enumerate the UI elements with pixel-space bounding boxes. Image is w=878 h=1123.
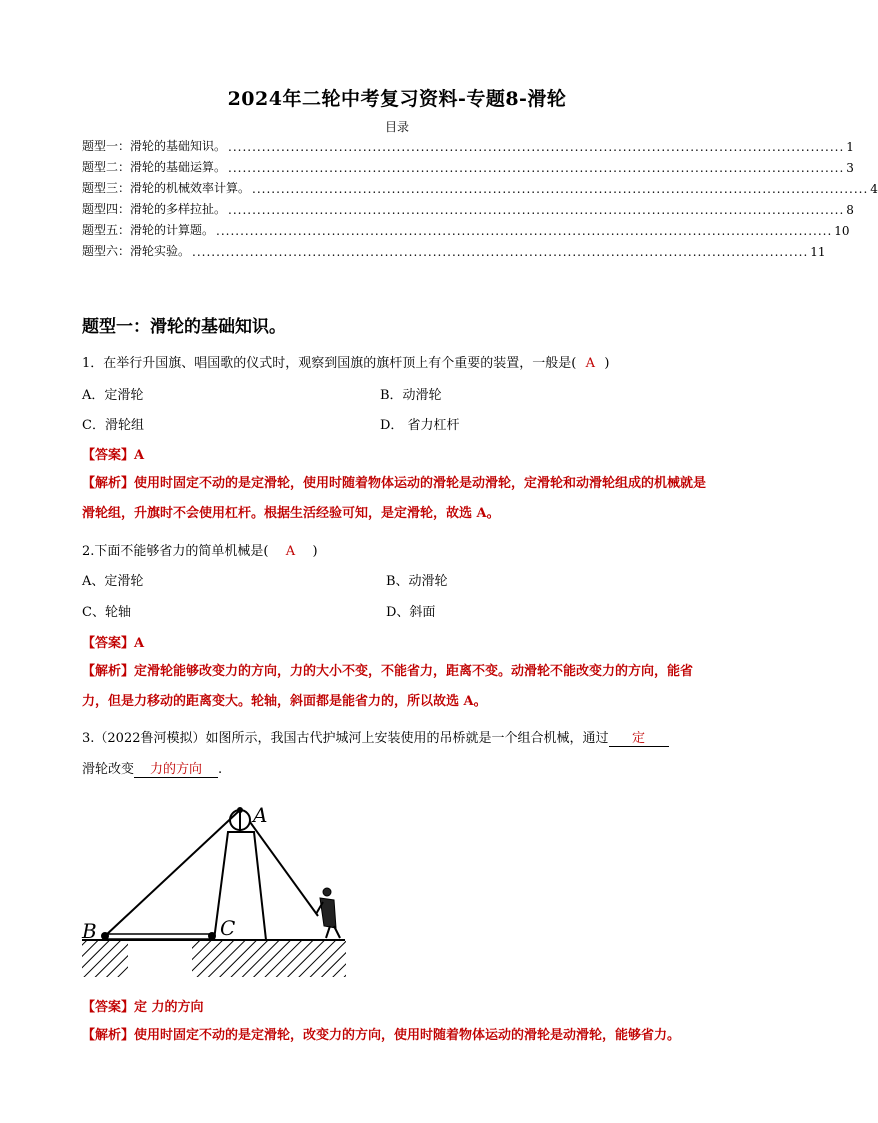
option-d: D、斜面 — [386, 605, 436, 620]
option-b: B．动滑轮 — [380, 388, 442, 403]
toc-leader-dots: ................................................................................................................................ — [228, 161, 845, 175]
hinge-c — [208, 932, 216, 940]
hinge-b — [101, 932, 109, 940]
toc-entry-label: 题型六：滑轮实验。 — [82, 244, 191, 258]
toc-entry[interactable] — [82, 178, 878, 196]
toc-entry[interactable] — [82, 199, 854, 217]
question-3-stem — [82, 727, 669, 747]
answer-label: 【答案】A — [82, 636, 145, 651]
question-text: 1．在举行升国旗、唱国歌的仪式时，观察到国旗的旗杆顶上有个重要的装置，一般是( — [82, 356, 577, 371]
toc-entry-label: 题型三：滑轮的机械效率计算。 — [82, 181, 251, 195]
toc-entry-page: 8 — [846, 203, 854, 217]
toc-leader-dots: ................................................................................................................................ — [228, 140, 845, 154]
toc-entry-page: 10 — [834, 224, 850, 238]
toc-entry[interactable] — [82, 241, 826, 259]
question-text: . — [218, 762, 223, 777]
toc-leader-dots: ................................................................................................................................ — [228, 203, 845, 217]
toc-leader-dots: ................................................................................................................................ — [216, 224, 833, 238]
option-c: C、轮轴 — [82, 605, 131, 620]
label-a: A — [253, 803, 268, 827]
option-b: B、动滑轮 — [386, 574, 448, 589]
toc-entry[interactable] — [82, 136, 854, 154]
label-b: B — [82, 919, 97, 943]
question-1-stem — [82, 352, 609, 371]
toc-leader-dots: ................................................................................................................................ — [252, 182, 869, 196]
ground-hatch-right — [192, 941, 346, 977]
toc-entry-label: 题型二：滑轮的基础运算。 — [82, 160, 227, 174]
section-title: 题型一：滑轮的基础知识。 — [82, 317, 286, 337]
question-3-stem-line2 — [82, 758, 222, 778]
label-c: C — [220, 916, 236, 940]
question-text: 3.（2022鲁河模拟）如图所示，我国古代护城河上安装使用的吊桥就是一个组合机械，通过 — [82, 731, 609, 746]
answer-blank-2: 力的方向 — [134, 758, 218, 778]
question-text: ) — [604, 356, 610, 371]
option-a: A．定滑轮 — [82, 388, 144, 403]
question-text: ) — [312, 544, 318, 559]
drawbridge-figure — [80, 788, 360, 980]
answer-blank: A — [285, 544, 296, 559]
person-pulling — [316, 888, 340, 938]
page-title: 2024年二轮中考复习资料-专题8-滑轮 — [227, 88, 567, 110]
analysis-text: 【解析】定滑轮能够改变力的方向，力的大小不变，不能省力，距离不变。动滑轮不能改变力的方向，能省力，但是力移动的距离变大。轮轴，斜面都是能省力的，所以故选 A。 — [82, 664, 694, 709]
toc-leader-dots: ................................................................................................................................ — [192, 245, 809, 259]
answer-blank: A — [585, 356, 596, 371]
toc-entry-page: 4 — [870, 182, 878, 196]
analysis-text: 【解析】使用时固定不动的是定滑轮，使用时随着物体运动的滑轮是动滑轮，定滑轮和动滑轮组成的机械就是滑轮组，升旗时不会使用杠杆。根据生活经验可知，是定滑轮，故选 A。 — [82, 476, 707, 521]
answer-label: 【答案】定 力的方向 — [82, 1000, 204, 1015]
toc-entry-label: 题型五：滑轮的计算题。 — [82, 223, 215, 237]
question-2-stem — [82, 540, 318, 559]
toc-entry[interactable] — [82, 157, 854, 175]
analysis-text: 【解析】使用时固定不动的是定滑轮，改变力的方向，使用时随着物体运动的滑轮是动滑轮，能够省力。 — [82, 1028, 681, 1043]
option-d: D． 省力杠杆 — [380, 418, 460, 433]
option-a: A、定滑轮 — [82, 574, 144, 589]
bridge-deck — [105, 934, 213, 939]
answer-blank-1: 定 — [609, 727, 669, 747]
answer-label: 【答案】A — [82, 448, 145, 463]
toc-entry-page: 1 — [846, 140, 854, 154]
question-text: 滑轮改变 — [82, 762, 135, 777]
toc-heading: 目录 — [384, 120, 409, 134]
option-c: C．滑轮组 — [82, 418, 144, 433]
ground-hatch-left — [82, 941, 128, 977]
question-text: 2.下面不能够省力的简单机械是( — [82, 544, 269, 559]
toc-entry-page: 11 — [810, 245, 826, 259]
toc-entry-page: 3 — [846, 161, 854, 175]
toc-entry-label: 题型一：滑轮的基础知识。 — [82, 139, 227, 153]
toc-entry-label: 题型四：滑轮的多样拉扯。 — [82, 202, 227, 216]
toc-entry[interactable] — [82, 220, 850, 238]
